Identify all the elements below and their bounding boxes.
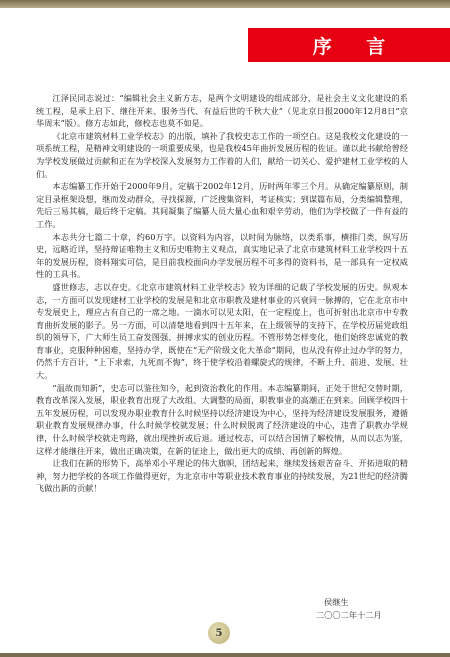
signature-date: 二〇〇二年十二月 (316, 609, 382, 620)
paragraph-4: 本志共分七篇二十章，约60万字。以资料为内容，以时间为脉络，以类系事，横排门类，纵写历史，远略近详，坚持辩证唯物主义和历史唯物主义观点，真实地记录了北京市建筑材料工业学校四十五年的发展历程，资料翔实可信，是目前我校面向办学发展历程不可多得的资料书，是一部具有一定权威性的工具书。 (36, 231, 408, 280)
page-number: 5 (215, 627, 223, 639)
paragraph-2: 《北京市建筑材料工业学校志》的出版，填补了我校史志工作的一项空白。这是我校文化建设的一项系统工程，是精神文明建设的一项重要成果，也是我校45年曲折发展历程的佐证。谨以此书献给曾经为学校发展做过贡献和正在为学校深入发展努力工作着的人们，献给一切关心、爱护建材工业学校的人们。 (36, 130, 408, 179)
top-decorative-strip (0, 0, 450, 8)
paragraph-3: 本志编纂工作开始于2000年9月，定稿于2002年12月，历时两年零三个月。从确定编纂原则，制定目录框架设想，继而发动群众，寻找探源，广泛搜集资料，考证核实；到谋篇布局，分类编辑整理，先后三易其稿，最后终于定稿。其间凝集了编纂人员大量心血和艰辛劳动，他们为学校做了一件有益的工作。 (36, 181, 408, 229)
paragraph-1: 江泽民同志说过：“编辑社会主义新方志，是两个文明建设的组成部分，是社会主义文化建设的系统工程，是承上启下、继往开来、服务当代、有益后世的千秋大业”（见北京日报2000年12月8日“京华周末”版）。修方志如此，修校志也莫不如是。 (36, 93, 408, 129)
title-banner (248, 28, 450, 62)
signature-block (316, 596, 436, 621)
bottom-decorative-strip (0, 653, 450, 657)
preface-body (36, 92, 408, 495)
paragraph-5: 盛世修志，志以存史。《北京市建筑材料工业学校志》较为详细的记载了学校发展的历史。纵观本志，一方面可以发现建材工业学校的发展是和北京市职教及建材事业的兴衰同一脉搏的，它在北京市中专发展史上，理应占有自己的一席之地。一滴水可以见太阳，在一定程度上，也可折射出北京市中专教育曲折发展的影子。另一方面，可以清楚地看到四十五年来，在上级领导的支持下，在学校历届党政组织的领导下，广大师生员工奋发图强、拼搏求实的创业历程。不管形势怎样变化，他们始终忠诚党的教育事业，克服种种困难，坚持办学，既使在“无产阶级文化大革命”期间，也从没有停止过办学的努力，仍然千方百计，“上下求索，九死而不悔”，终于使学校沿着螺旋式的规律，不断上升、前进、发展、壮大。 (36, 281, 408, 381)
paragraph-6: “温故而知新”，史志可以鉴往知今，起到资治教化的作用。本志编纂期间，正处于世纪交替时期，教育改革深入发展，职业教育出现了大改组、大调整的局面，职教事业的高潮正在到来。回顾学校四十五年发展历程，可以发现办职业教育什么时候坚持以经济建设为中心，坚持为经济建设发展服务，遵循职业教育发展规律办事，什么时候学校就发展；什么时候脱离了经济建设的中心，违背了职教办学规律，什么时候学校就走弯路，就出现挫折或后退。通过校志，可以结合国情了解校情，从而以志为鉴，这样才能继往开来，做出正确决策，在新的征途上，做出更大的成绩、再创新的辉煌。 (36, 382, 408, 456)
signature-name: 侯继生 (324, 597, 349, 607)
page-number-badge (208, 622, 230, 644)
paragraph-7: 让我们在新的形势下，高举邓小平理论的伟大旗帜，团结起来，继续发扬艰苦奋斗、开拓进取的精神，努力把学校的各项工作做得更好，为北京市中等职业技术教育事业的持续发展，为21世纪的经济腾飞做出新的贡献！ (36, 458, 408, 494)
page-title: 序 言 (312, 35, 400, 58)
